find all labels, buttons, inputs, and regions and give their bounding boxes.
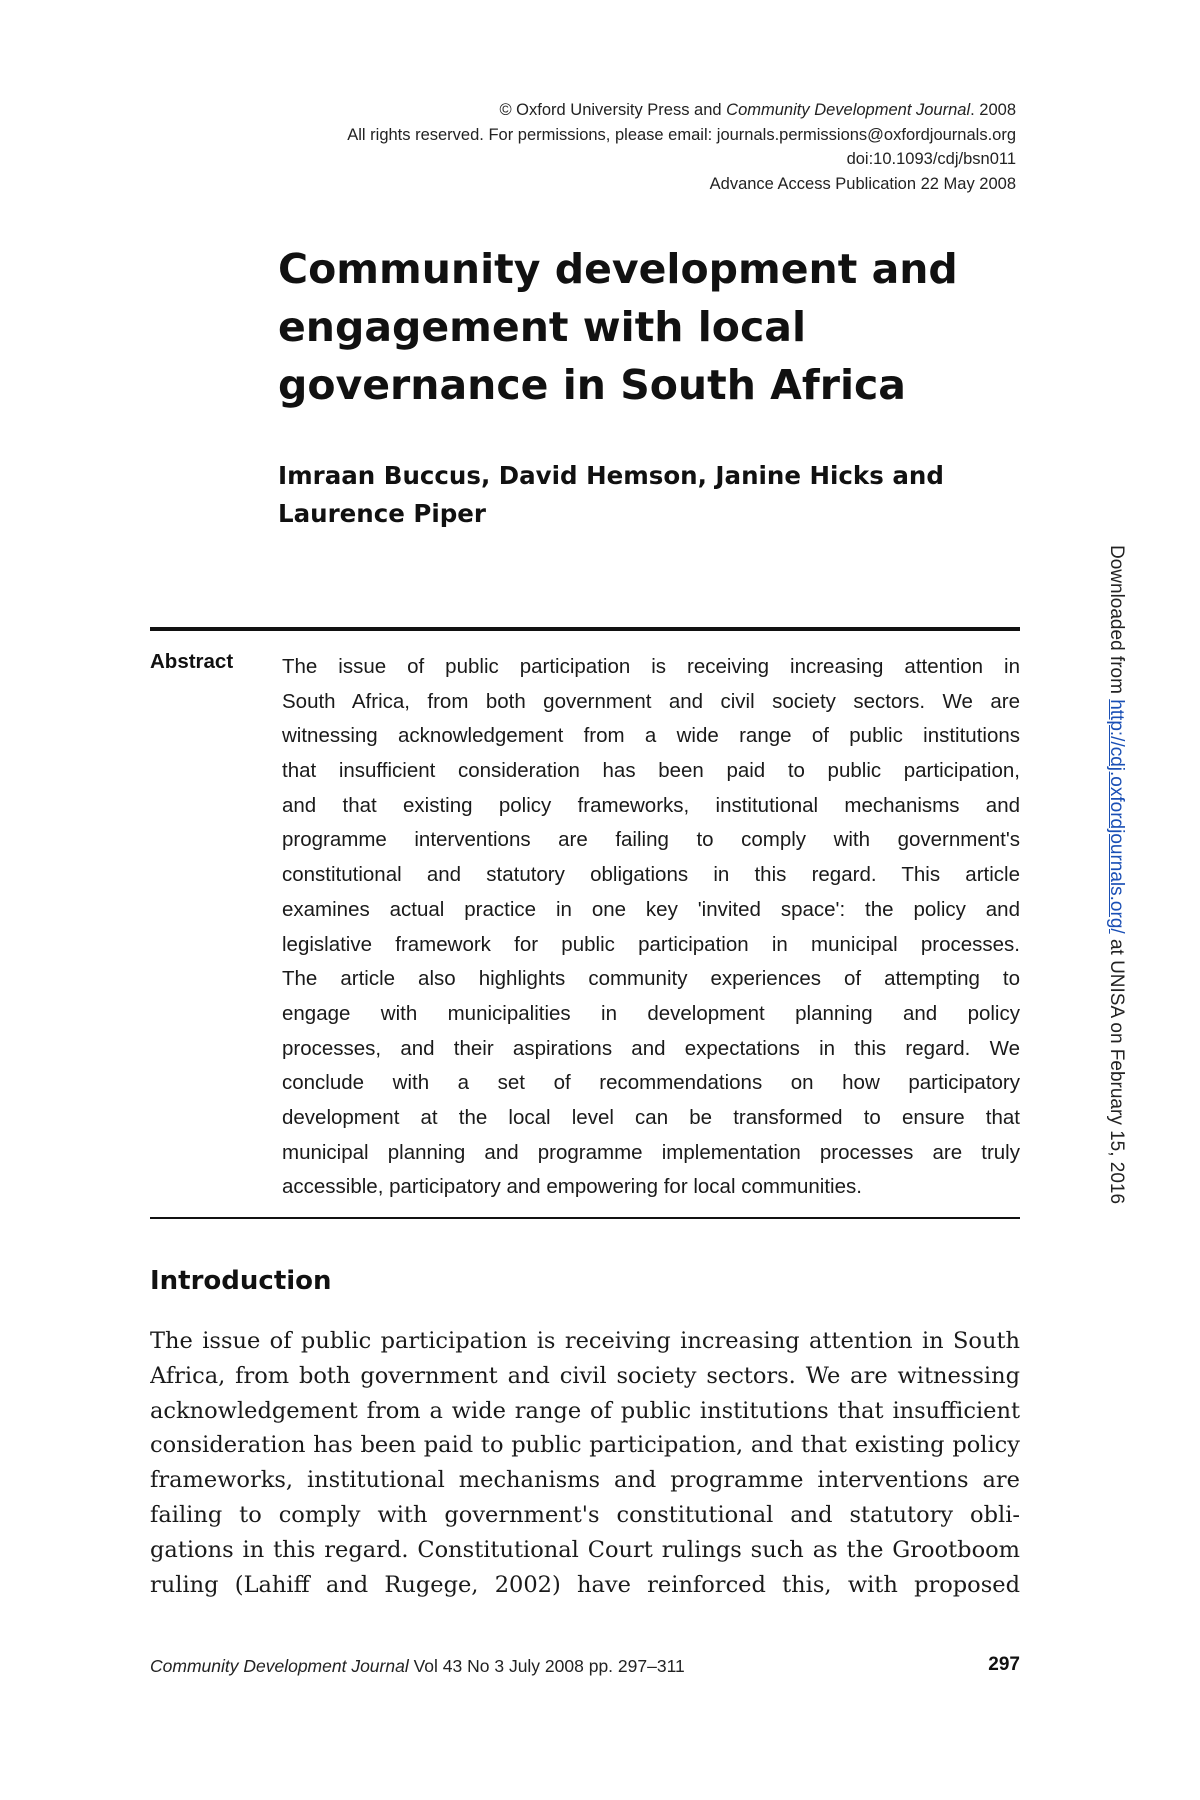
body-line: gations in this regard. Constitutional Court rulings such as the Grootboom — [150, 1536, 1020, 1563]
abstract-line: and that existing policy frameworks, institutional mechanisms and — [282, 793, 1020, 817]
doi-line: doi:10.1093/cdj/bsn011 — [846, 150, 1016, 168]
abstract-line: that insufficient consideration has been paid to public participation, — [282, 759, 1020, 783]
title-line: Community development and — [278, 245, 958, 293]
rights-line: All rights reserved. For permissions, please email: journals.permissions@oxfordjournals.org — [347, 125, 1016, 144]
abstract-line: engage with municipalities in development planning and policy — [282, 1001, 1020, 1025]
body-line: acknowledgement from a wide range of public institutions that insufficient — [150, 1397, 1020, 1424]
introduction-text — [150, 1324, 1020, 1602]
abstract-line: legislative framework for public participation in municipal processes. — [282, 932, 1020, 956]
advance-access-line: Advance Access Publication 22 May 2008 — [709, 174, 1016, 193]
title-line: engagement with local — [278, 303, 806, 351]
body-line: Africa, from both government and civil society sectors. We are witnessing — [150, 1362, 1020, 1389]
download-source-link[interactable]: http://cdj.oxfordjournals.org/ — [1106, 699, 1127, 934]
title-line: governance in South Africa — [278, 361, 906, 409]
author-line: Laurence Piper — [278, 499, 486, 528]
abstract-line: processes, and their aspirations and expectations in this regard. We — [282, 1036, 1020, 1060]
abstract-line: South Africa, from both government and civil society sectors. We are — [282, 689, 1020, 713]
abstract-line: development at the local level can be transformed to ensure that — [282, 1105, 1020, 1129]
abstract-line: witnessing acknowledgement from a wide range of public institutions — [282, 724, 1020, 748]
article-title — [278, 240, 1038, 414]
journal-name: Community Development Journal — [726, 101, 971, 119]
abstract-line: constitutional and statutory obligations in this regard. This article — [282, 863, 1020, 887]
abstract-line: municipal planning and programme implementation processes are truly — [282, 1140, 1020, 1164]
body-line: frameworks, institutional mechanisms and programme interventions are — [150, 1467, 1020, 1494]
footer-journal-name: Community Development Journal — [150, 1656, 409, 1676]
body-line: The issue of public participation is receiving increasing attention in South — [150, 1328, 1020, 1354]
page-number: 297 — [988, 1654, 1020, 1675]
section-heading-introduction: Introduction — [150, 1266, 332, 1296]
publication-header — [216, 98, 1016, 196]
abstract-line: The issue of public participation is receiving increasing attention in — [282, 655, 1020, 678]
author-line: Imraan Buccus, David Hemson, Janine Hicks and — [278, 461, 944, 490]
body-line: failing to comply with government's constitutional and statutory obli- — [150, 1501, 1020, 1528]
body-line: ruling (Lahiff and Rugege, 2002) have reinforced this, with proposed — [150, 1571, 1020, 1598]
abstract-line: conclude with a set of recommendations on how participatory — [282, 1071, 1020, 1095]
download-watermark: Downloaded from http://cdj.oxfordjournals.org/ at UNISA on February 15, 2016 — [1106, 545, 1127, 1205]
abstract-bottom-rule — [150, 1217, 1020, 1219]
abstract-top-rule — [150, 627, 1020, 631]
copyright-line: © Oxford University Press and Community Development Journal. 2008 — [499, 101, 1016, 119]
author-list — [278, 457, 1038, 533]
footer-citation: Community Development Journal Vol 43 No 3 July 2008 pp. 297–311 — [150, 1656, 685, 1676]
abstract-text — [282, 650, 1020, 1205]
abstract-line: examines actual practice in one key 'invited space': the policy and — [282, 897, 1020, 921]
body-line: consideration has been paid to public participation, and that existing policy — [150, 1432, 1020, 1459]
abstract-line: The article also highlights community experiences of attempting to — [282, 967, 1020, 991]
abstract-line: programme interventions are failing to comply with government's — [282, 828, 1020, 852]
abstract-line: accessible, participatory and empowering for local communities. — [282, 1175, 862, 1199]
abstract-label: Abstract — [150, 650, 234, 673]
